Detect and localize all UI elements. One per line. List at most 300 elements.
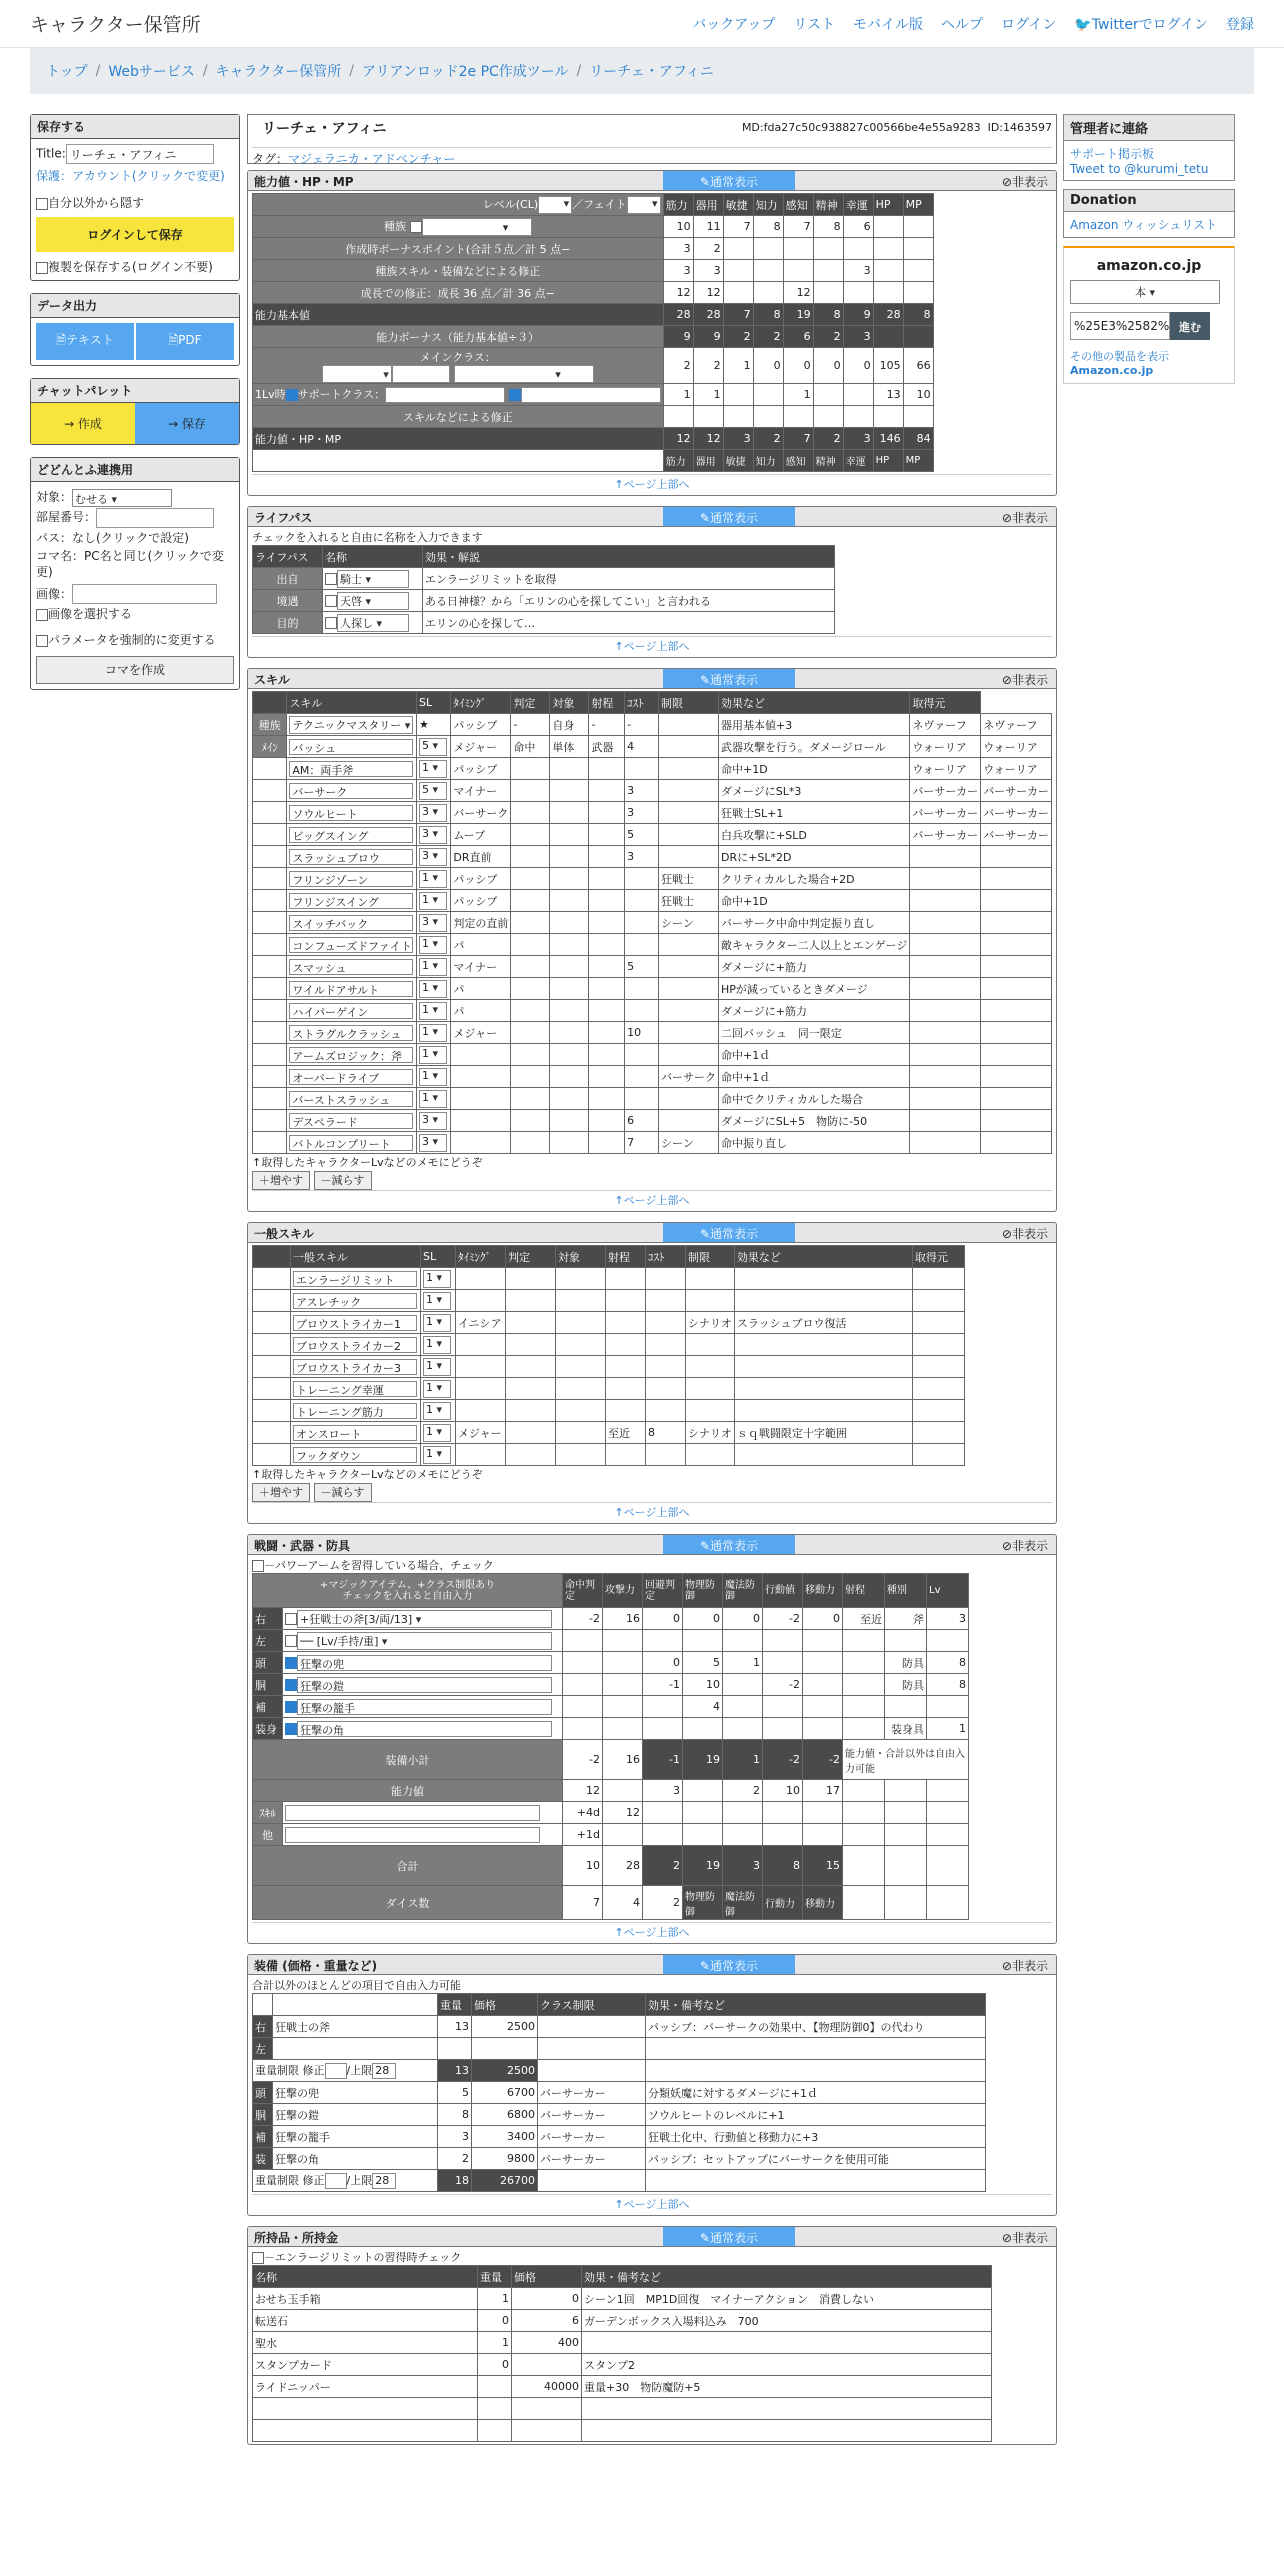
skill-cell[interactable]: DRに+SL*2D xyxy=(719,846,910,868)
item-name[interactable]: 聖水 xyxy=(253,2332,478,2354)
skill-cell[interactable] xyxy=(625,1066,659,1088)
weapon-stat[interactable] xyxy=(803,1630,843,1652)
nav-list[interactable]: リスト xyxy=(793,16,836,33)
general-cell[interactable] xyxy=(606,1444,646,1466)
general-cell[interactable] xyxy=(606,1312,646,1334)
weapon-stat[interactable]: 斧 xyxy=(885,1608,927,1630)
skill-cell[interactable]: 単体 xyxy=(550,736,589,758)
general-cell[interactable] xyxy=(456,1444,506,1466)
skill-cell[interactable]: 二回バッシュ 同一限定 xyxy=(719,1022,910,1044)
level-select[interactable]: 13 ▾ xyxy=(538,196,572,214)
general-skill-sl[interactable]: 1 ▾ xyxy=(423,1292,451,1310)
weapon-stat[interactable]: -2 xyxy=(563,1608,603,1630)
general-skill-name[interactable]: エンラージリミット xyxy=(293,1271,417,1287)
general-cell[interactable] xyxy=(556,1356,606,1378)
weapon-stat[interactable]: -2 xyxy=(763,1608,803,1630)
skill-cell[interactable] xyxy=(589,1044,625,1066)
skill-name[interactable]: バトルコンプリート xyxy=(289,1135,413,1151)
skill-cell[interactable]: 器用基本値+3 xyxy=(719,714,910,736)
skill-cell[interactable]: パ xyxy=(451,934,511,956)
skill-cell[interactable] xyxy=(511,868,550,890)
nav-mobile[interactable]: モバイル版 xyxy=(853,16,924,33)
ability-value[interactable] xyxy=(783,238,813,260)
item-effect[interactable] xyxy=(582,2332,992,2354)
skill-cell[interactable] xyxy=(511,802,550,824)
weapon-stat[interactable] xyxy=(643,1630,683,1652)
skill-cell[interactable] xyxy=(550,956,589,978)
ability-value[interactable] xyxy=(813,282,843,304)
skill-cell[interactable] xyxy=(511,978,550,1000)
skill-sl[interactable]: 1 ▾ xyxy=(419,1046,447,1064)
lifepath-effect[interactable]: エンラージリミットを取得 xyxy=(423,568,835,590)
skill-name[interactable]: バーサーク xyxy=(289,783,413,799)
page-top-link[interactable]: ↑ページ上部へ xyxy=(252,474,1052,493)
skill-cell[interactable] xyxy=(625,890,659,912)
item-name[interactable] xyxy=(253,2398,478,2420)
skill-sl[interactable]: 3 ▾ xyxy=(419,804,447,822)
support1-input[interactable]: バーサーカー xyxy=(385,387,505,403)
hide-toggle[interactable]: ⊘非表示 xyxy=(1001,1959,1048,1973)
skill-cell[interactable]: 白兵攻撃に+SLD xyxy=(719,824,910,846)
weapon-stat[interactable] xyxy=(927,1630,969,1652)
equip-price[interactable]: 6800 xyxy=(472,2104,538,2126)
skill-name[interactable]: アームズロジック：斧 xyxy=(289,1047,413,1063)
armor-stat[interactable] xyxy=(843,1718,885,1740)
lifepath-name-select[interactable]: 人探し ▾ xyxy=(337,614,409,632)
skill-cell[interactable] xyxy=(589,1132,625,1154)
skill-source[interactable] xyxy=(981,846,1052,868)
skill-cell[interactable] xyxy=(659,736,719,758)
skill-cell[interactable] xyxy=(589,802,625,824)
skill-source[interactable] xyxy=(981,956,1052,978)
skill-cell[interactable]: 命中+1ｄ xyxy=(719,1066,910,1088)
weapon-stat[interactable] xyxy=(723,1630,763,1652)
skill-cell[interactable] xyxy=(910,846,981,868)
ability-value[interactable] xyxy=(663,406,693,428)
general-cell[interactable]: イニシア xyxy=(456,1312,506,1334)
skill-source[interactable] xyxy=(981,1110,1052,1132)
skill-source[interactable] xyxy=(981,1000,1052,1022)
item-effect[interactable] xyxy=(582,2398,992,2420)
item-price[interactable]: 6 xyxy=(512,2310,582,2332)
skill-cell[interactable] xyxy=(625,1000,659,1022)
armor-stat[interactable]: -2 xyxy=(763,1674,803,1696)
skill-cell[interactable]: 4 xyxy=(625,736,659,758)
item-price[interactable]: 400 xyxy=(512,2332,582,2354)
row-checkbox[interactable] xyxy=(509,389,521,401)
nav-twitter-login[interactable] xyxy=(1074,14,1208,34)
skill-cell[interactable] xyxy=(550,824,589,846)
general-cell[interactable] xyxy=(686,1356,735,1378)
skill-cell[interactable]: 5 xyxy=(625,956,659,978)
skill-cell[interactable]: 敵キャラクター二人以上とエンゲージ xyxy=(719,934,910,956)
skill-cell[interactable] xyxy=(511,1110,550,1132)
skill-cell[interactable]: 命中でクリティカルした場合 xyxy=(719,1088,910,1110)
skill-cell[interactable] xyxy=(451,1066,511,1088)
skill-cell[interactable] xyxy=(550,1000,589,1022)
skill-cell[interactable] xyxy=(625,978,659,1000)
skill-cell[interactable] xyxy=(910,868,981,890)
ability-value[interactable] xyxy=(873,406,903,428)
weapon-stat[interactable]: 16 xyxy=(603,1608,643,1630)
amazon-go-button[interactable]: 進む xyxy=(1170,312,1210,340)
export-pdf-button[interactable] xyxy=(136,323,234,360)
fate-select[interactable]: 5 ▾ xyxy=(627,196,661,214)
skill-cell[interactable]: 命中 xyxy=(511,736,550,758)
ability-value[interactable] xyxy=(813,406,843,428)
normal-view-toggle[interactable]: ✎通常表示 xyxy=(663,669,795,688)
skill-sl[interactable]: 1 ▾ xyxy=(419,1090,447,1108)
armor-stat[interactable] xyxy=(763,1652,803,1674)
add-general-skill-button[interactable]: ＋増やす xyxy=(252,1483,310,1502)
skill-cell[interactable]: バーサーク xyxy=(659,1066,719,1088)
equip-effect[interactable]: 分類妖魔に対するダメージに+1ｄ xyxy=(646,2082,986,2104)
skill-cell[interactable]: シーン xyxy=(659,1132,719,1154)
skill-sl[interactable]: 3 ▾ xyxy=(419,826,447,844)
general-skill-name[interactable]: トレーニング幸運 xyxy=(293,1381,417,1397)
skill-cell[interactable] xyxy=(589,934,625,956)
skill-source[interactable] xyxy=(981,1066,1052,1088)
skill-cell[interactable] xyxy=(910,978,981,1000)
skill-cell[interactable] xyxy=(659,978,719,1000)
skill-cell[interactable] xyxy=(589,912,625,934)
weapon-stat[interactable] xyxy=(843,1630,885,1652)
weapon-stat[interactable] xyxy=(885,1630,927,1652)
ability-value[interactable] xyxy=(843,282,873,304)
weapon-stat[interactable] xyxy=(683,1630,723,1652)
skill-cell[interactable]: 6 xyxy=(625,1110,659,1132)
general-cell[interactable] xyxy=(456,1334,506,1356)
general-skill-name[interactable]: ブロウストライカー2 xyxy=(293,1337,417,1353)
item-weight[interactable]: 1 xyxy=(478,2332,512,2354)
skill-cell[interactable]: DR直前 xyxy=(451,846,511,868)
skill-cell[interactable] xyxy=(589,824,625,846)
skill-name[interactable]: ビッグスイング xyxy=(289,827,413,843)
skill-source[interactable] xyxy=(981,868,1052,890)
skill-source[interactable] xyxy=(981,1044,1052,1066)
skill-sl[interactable]: 1 ▾ xyxy=(419,1068,447,1086)
general-skill-name[interactable]: アスレチック xyxy=(293,1293,417,1309)
skill-source[interactable] xyxy=(981,934,1052,956)
skill-cell[interactable] xyxy=(910,890,981,912)
equip-effect[interactable]: パッシブ：バーサークの効果中、【物理防御0】の代わり xyxy=(646,2016,986,2038)
general-cell[interactable] xyxy=(734,1378,912,1400)
general-cell[interactable] xyxy=(556,1378,606,1400)
general-cell[interactable] xyxy=(506,1400,556,1422)
hide-toggle[interactable]: ⊘非表示 xyxy=(1001,2231,1048,2245)
skill-cell[interactable] xyxy=(511,1066,550,1088)
ability-value[interactable] xyxy=(753,238,783,260)
ability-value[interactable] xyxy=(753,406,783,428)
general-cell[interactable] xyxy=(606,1356,646,1378)
skill-cell[interactable]: - xyxy=(625,714,659,736)
crumb-storage[interactable]: キャラクター保管所 xyxy=(215,64,342,80)
tag-link[interactable]: マジェラニカ・アドベンチャー xyxy=(288,152,456,166)
skill-cell[interactable] xyxy=(511,956,550,978)
nav-register[interactable]: 登録 xyxy=(1226,16,1254,33)
weapon-select[interactable]: +狂戦士の斧[3/両/13] ▾ xyxy=(297,1610,552,1628)
general-cell[interactable] xyxy=(506,1268,556,1290)
skill-cell[interactable] xyxy=(625,758,659,780)
normal-view-toggle[interactable]: ✎通常表示 xyxy=(663,171,795,190)
protect-link[interactable]: 保護：アカウント(クリックで変更) xyxy=(36,169,225,183)
weapon-stat[interactable]: 至近 xyxy=(843,1608,885,1630)
armor-stat[interactable] xyxy=(683,1718,723,1740)
skill-sl[interactable]: 3 ▾ xyxy=(419,1112,447,1130)
armor-name[interactable]: 狂撃の角 xyxy=(297,1721,552,1737)
normal-view-toggle[interactable]: ✎通常表示 xyxy=(663,1955,795,1974)
amazon-logo[interactable]: amazon.co.jp xyxy=(1096,258,1202,274)
login-save-button[interactable]: ログインして保存 xyxy=(36,217,234,252)
lifepath-name-select[interactable]: 騎士 ▾ xyxy=(337,570,409,588)
dice-value[interactable]: 2 xyxy=(643,1886,683,1920)
ability-value[interactable] xyxy=(783,406,813,428)
hide-toggle[interactable]: ⊘非表示 xyxy=(1001,511,1048,525)
general-cell[interactable] xyxy=(646,1268,686,1290)
lifepath-name-select[interactable]: 天啓 ▾ xyxy=(337,592,409,610)
ability-value[interactable] xyxy=(873,282,903,304)
skill-cell[interactable]: ウォーリア xyxy=(910,736,981,758)
item-price[interactable] xyxy=(512,2398,582,2420)
general-skill-sl[interactable]: 1 ▾ xyxy=(423,1270,451,1288)
armor-name[interactable]: 狂撃の籠手 xyxy=(297,1699,552,1715)
general-cell[interactable] xyxy=(912,1312,964,1334)
hide-toggle[interactable]: ⊘非表示 xyxy=(1001,673,1048,687)
skill-cell[interactable]: 3 xyxy=(625,846,659,868)
skill-source[interactable] xyxy=(981,1022,1052,1044)
skill-cell[interactable]: 命中+1D xyxy=(719,758,910,780)
armor-stat[interactable]: 4 xyxy=(683,1696,723,1718)
general-cell[interactable] xyxy=(646,1356,686,1378)
general-skill-sl[interactable]: 1 ▾ xyxy=(423,1380,451,1398)
skill-name[interactable]: AM：両手斧 xyxy=(289,761,413,777)
skill-cell[interactable]: HPが減っているときダメージ xyxy=(719,978,910,1000)
weapon-stat[interactable] xyxy=(603,1630,643,1652)
item-weight[interactable]: 0 xyxy=(478,2310,512,2332)
item-name[interactable]: 転送石 xyxy=(253,2310,478,2332)
item-price[interactable] xyxy=(512,2354,582,2376)
armor-stat[interactable] xyxy=(563,1696,603,1718)
normal-view-toggle[interactable]: ✎通常表示 xyxy=(663,507,795,526)
skill-source[interactable]: ネヴァーフ xyxy=(981,714,1052,736)
skill-name[interactable]: スマッシュ xyxy=(289,959,413,975)
hide-toggle[interactable]: ⊘非表示 xyxy=(1001,1539,1048,1553)
skill-sl[interactable]: 1 ▾ xyxy=(419,760,447,778)
armor-stat[interactable]: 10 xyxy=(683,1674,723,1696)
skill-cell[interactable]: バーサーカー xyxy=(910,802,981,824)
item-name[interactable]: ライドニッパー xyxy=(253,2376,478,2398)
dice-value[interactable]: 7 xyxy=(563,1886,603,1920)
skill-cell[interactable] xyxy=(659,1022,719,1044)
skill-cell[interactable]: 7 xyxy=(625,1132,659,1154)
skill-name[interactable]: スラッシュブロウ xyxy=(289,849,413,865)
skill-cell[interactable] xyxy=(589,1088,625,1110)
skill-cell[interactable]: 狂戦士 xyxy=(659,890,719,912)
general-cell[interactable] xyxy=(456,1356,506,1378)
ability-value[interactable] xyxy=(903,238,933,260)
item-price[interactable]: 40000 xyxy=(512,2376,582,2398)
skill-cell[interactable] xyxy=(910,912,981,934)
skill-cell[interactable]: ムーブ xyxy=(451,824,511,846)
sub-class-select[interactable]: ウォーロード ▾ xyxy=(454,365,594,383)
equip-price[interactable] xyxy=(472,2038,538,2060)
tweet-link[interactable]: Tweet to @kurumi_tetu xyxy=(1070,162,1209,176)
skill-sl[interactable]: 1 ▾ xyxy=(419,958,447,976)
pass-link[interactable]: パス：なし(クリックで設定) xyxy=(36,530,189,545)
hide-toggle[interactable]: ⊘非表示 xyxy=(1001,175,1048,189)
general-cell[interactable] xyxy=(606,1334,646,1356)
armor-stat[interactable] xyxy=(803,1696,843,1718)
armor-stat[interactable] xyxy=(603,1696,643,1718)
general-cell[interactable] xyxy=(912,1334,964,1356)
skill-cell[interactable] xyxy=(589,846,625,868)
skill-source[interactable] xyxy=(981,978,1052,1000)
skill-cell[interactable]: ダメージにSL+5 物防に-50 xyxy=(719,1110,910,1132)
equip-weight[interactable] xyxy=(438,2038,472,2060)
general-cell[interactable]: スラッシュブロウ復活 xyxy=(734,1312,912,1334)
skill-name[interactable]: デスペラード xyxy=(289,1113,413,1129)
general-cell[interactable] xyxy=(912,1400,964,1422)
skill-name[interactable]: ハイパーゲイン xyxy=(289,1003,413,1019)
skill-cell[interactable]: メジャー xyxy=(451,736,511,758)
general-cell[interactable] xyxy=(734,1334,912,1356)
page-top-link[interactable]: ↑ページ上部へ xyxy=(252,1190,1052,1209)
skill-cell[interactable]: 狂戦士SL+1 xyxy=(719,802,910,824)
skill-cell[interactable] xyxy=(589,1000,625,1022)
skill-sl[interactable]: 1 ▾ xyxy=(419,870,447,888)
skill-cell[interactable] xyxy=(659,934,719,956)
nav-login[interactable]: ログイン xyxy=(1001,16,1057,33)
armor-stat[interactable] xyxy=(843,1696,885,1718)
equip-effect[interactable]: ソウルヒートのレベルに+1 xyxy=(646,2104,986,2126)
skill-cell[interactable]: マイナー xyxy=(451,956,511,978)
ability-value[interactable] xyxy=(783,260,813,282)
weapon-stat[interactable] xyxy=(563,1630,603,1652)
skill-cell[interactable] xyxy=(550,1088,589,1110)
skill-source[interactable] xyxy=(981,1132,1052,1154)
general-skill-sl[interactable]: 1 ▾ xyxy=(423,1336,451,1354)
skill-cell[interactable] xyxy=(550,978,589,1000)
skill-cell[interactable] xyxy=(511,912,550,934)
equip-price[interactable]: 2500 xyxy=(472,2016,538,2038)
skill-cell[interactable] xyxy=(451,1110,511,1132)
normal-view-toggle[interactable]: ✎通常表示 xyxy=(663,1223,795,1242)
skill-cell[interactable] xyxy=(550,890,589,912)
skill-cell[interactable] xyxy=(659,780,719,802)
skill-cell[interactable] xyxy=(550,780,589,802)
armor-stat[interactable] xyxy=(843,1674,885,1696)
general-cell[interactable] xyxy=(686,1268,735,1290)
skill-source[interactable] xyxy=(981,890,1052,912)
skill-cell[interactable] xyxy=(511,934,550,956)
skill-cell[interactable] xyxy=(511,846,550,868)
equip-weight[interactable]: 3 xyxy=(438,2126,472,2148)
skill-cell[interactable] xyxy=(511,780,550,802)
skill-cell[interactable] xyxy=(511,1044,550,1066)
skill-sl[interactable]: 1 ▾ xyxy=(419,980,447,998)
crumb-char[interactable]: リーチェ・アフィニ xyxy=(589,64,714,80)
item-effect[interactable]: 重量+30 物防魔防+5 xyxy=(582,2376,992,2398)
skill-cell[interactable]: パ xyxy=(451,978,511,1000)
dice-value[interactable]: 4 xyxy=(603,1886,643,1920)
crumb-top[interactable]: トップ xyxy=(46,64,88,80)
general-cell[interactable] xyxy=(734,1290,912,1312)
armor-stat[interactable]: -1 xyxy=(643,1674,683,1696)
general-cell[interactable] xyxy=(646,1400,686,1422)
skill-cell[interactable]: メジャー xyxy=(451,1022,511,1044)
skill-cell[interactable] xyxy=(511,824,550,846)
armor-name[interactable]: 狂撃の鎧 xyxy=(297,1677,552,1693)
amazon-search-input[interactable]: %25E3%2582% xyxy=(1070,312,1170,340)
skill-source[interactable]: ウォーリア xyxy=(981,736,1052,758)
skill-cell[interactable] xyxy=(550,1066,589,1088)
armor-stat[interactable] xyxy=(563,1674,603,1696)
armor-name[interactable]: 狂撃の兜 xyxy=(297,1655,552,1671)
skill-sl[interactable]: 1 ▾ xyxy=(419,1024,447,1042)
item-weight[interactable] xyxy=(478,2398,512,2420)
item-price[interactable]: 0 xyxy=(512,2288,582,2310)
general-cell[interactable] xyxy=(912,1444,964,1466)
skill-cell[interactable] xyxy=(659,714,719,736)
armor-stat[interactable] xyxy=(563,1652,603,1674)
skill-cell[interactable] xyxy=(910,1044,981,1066)
general-cell[interactable] xyxy=(556,1290,606,1312)
skill-sl[interactable]: 1 ▾ xyxy=(419,1002,447,1020)
skill-cell[interactable] xyxy=(910,956,981,978)
skill-sl[interactable]: 5 ▾ xyxy=(419,738,447,756)
general-cell[interactable] xyxy=(456,1268,506,1290)
general-cell[interactable]: シナリオ xyxy=(686,1312,735,1334)
skill-cell[interactable] xyxy=(659,1000,719,1022)
skill-cell[interactable] xyxy=(511,1088,550,1110)
skill-cell[interactable] xyxy=(550,758,589,780)
skill-cell[interactable] xyxy=(550,1022,589,1044)
ability-value[interactable]: 3 xyxy=(663,260,693,282)
general-cell[interactable] xyxy=(686,1400,735,1422)
skill-sl[interactable]: 3 ▾ xyxy=(419,848,447,866)
race-select[interactable]: ネヴァーフ ▾ xyxy=(422,218,532,236)
skill-sl[interactable]: 5 ▾ xyxy=(419,782,447,800)
skill-cell[interactable] xyxy=(550,1110,589,1132)
skill-cell[interactable] xyxy=(910,1132,981,1154)
skill-cell[interactable]: 武器攻撃を行う。ダメージロール xyxy=(719,736,910,758)
skill-source[interactable] xyxy=(981,912,1052,934)
skill-cell[interactable] xyxy=(511,1000,550,1022)
general-cell[interactable] xyxy=(646,1444,686,1466)
skill-cell[interactable]: パッシブ xyxy=(451,758,511,780)
general-skill-name[interactable]: トレーニング筋力 xyxy=(293,1403,417,1419)
row-checkbox[interactable] xyxy=(285,1723,297,1735)
ability-value[interactable] xyxy=(723,406,753,428)
skill-sl[interactable]: 3 ▾ xyxy=(419,1134,447,1152)
item-name[interactable] xyxy=(253,2420,478,2442)
general-cell[interactable] xyxy=(556,1400,606,1422)
skill-cell[interactable] xyxy=(589,758,625,780)
select-image-checkbox[interactable] xyxy=(36,609,48,621)
remove-skill-button[interactable]: －減らす xyxy=(314,1171,372,1190)
equip-effect[interactable] xyxy=(646,2038,986,2060)
skill-source[interactable]: バーサーカー xyxy=(981,802,1052,824)
equip-weight[interactable]: 8 xyxy=(438,2104,472,2126)
equip-effect[interactable]: 狂戦士化中、行動値と移動力に+3 xyxy=(646,2126,986,2148)
page-top-link[interactable]: ↑ページ上部へ xyxy=(252,1922,1052,1941)
skill-sl[interactable]: ★ xyxy=(419,718,429,731)
armor-stat[interactable] xyxy=(885,1696,927,1718)
armor-stat[interactable]: 8 xyxy=(927,1652,969,1674)
skill-cell[interactable]: 10 xyxy=(625,1022,659,1044)
skill-mod-input[interactable] xyxy=(285,1805,540,1821)
general-cell[interactable]: ｓｑ戦闘限定十字範囲 xyxy=(734,1422,912,1444)
